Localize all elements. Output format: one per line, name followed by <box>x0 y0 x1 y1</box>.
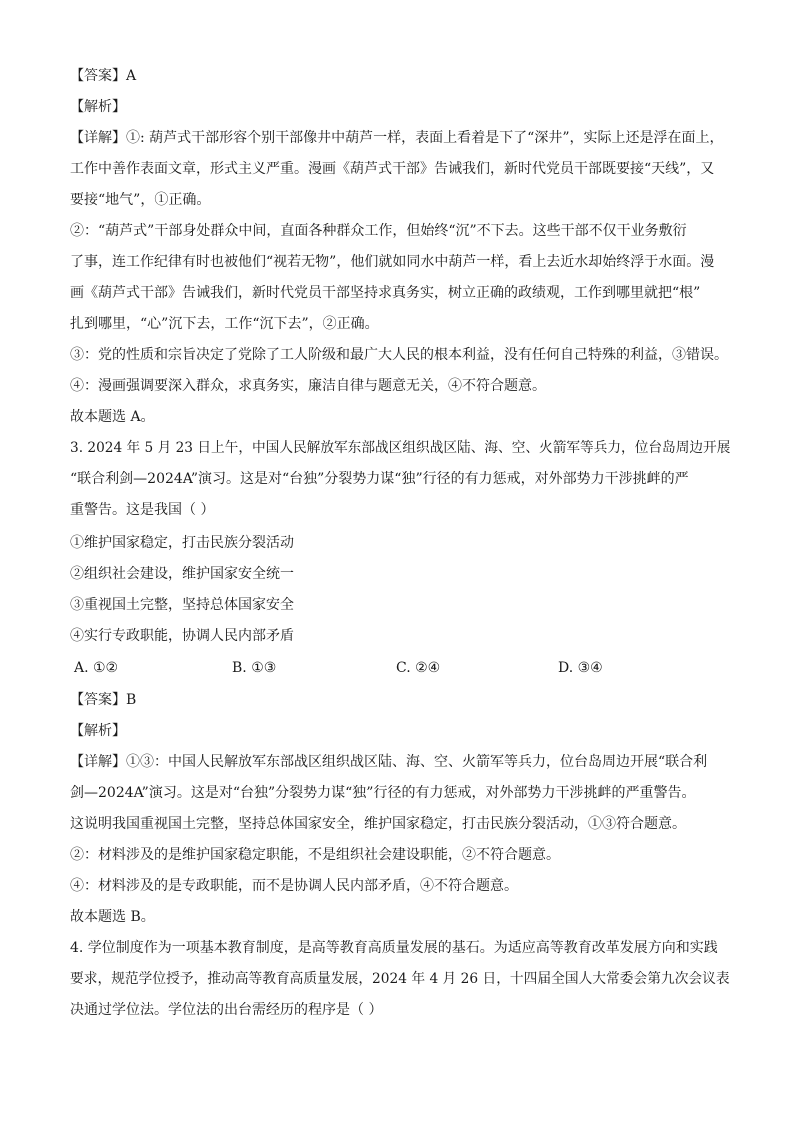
q3-detail-line: 这说明我国重视国土完整，坚持总体国家安全，维护国家稳定，打击民族分裂活动，①③符合题意。 <box>70 816 686 832</box>
q3-conclusion: 故本题选 B。 <box>70 909 155 925</box>
q3-detail-line: 剑—2024A”演习。这是对“台独”分裂势力谋“独”行径的有力惩戒，对外部势力干涉挑衅的严重警告。 <box>70 785 696 801</box>
q3-stem-line: 重警告。这是我国（ ） <box>70 502 215 518</box>
q4-stem-line: 要求，规范学位授予，推动高等教育高质量发展，2024 年 4 月 26 日，十四届全国人大常委会第九次会议表 <box>70 971 730 987</box>
q2-conclusion: 故本题选 A。 <box>70 409 155 425</box>
option-c: C. ②④ <box>396 660 441 676</box>
q2-detail-line: 扎到哪里，“心”沉下去，工作“沉下去”，②正确。 <box>70 316 379 332</box>
option-d: D. ③④ <box>558 660 603 676</box>
q2-detail-line: 工作中善作表面文章，形式主义严重。漫画《葫芦式干部》告诫我们，新时代党员干部既要接“天线”，又 <box>70 161 715 177</box>
q2-detail-line: ②：“葫芦式”干部身处群众中间，直面各种群众工作，但始终“沉”不下去。这些干部不仅干业务敷衍 <box>70 223 687 239</box>
q2-detail-line: 画《葫芦式干部》告诫我们，新时代党员干部坚持求真务实，树立正确的政绩观，工作到哪里就把“根” <box>70 285 701 301</box>
option-a: A. ①② <box>74 660 119 676</box>
q3-analysis-heading: 【解析】 <box>70 723 126 739</box>
q2-detail-line: 要接“地气”，①正确。 <box>70 192 211 208</box>
q3-detail-line: ④：材料涉及的是专政职能，而不是协调人民内部矛盾，④不符合题意。 <box>70 878 518 894</box>
option-b: B. ①③ <box>232 660 277 676</box>
q3-stem-line: 3. 2024 年 5 月 23 日上午，中国人民解放军东部战区组织战区陆、海、空、火箭军等兵力，位台岛周边开展 <box>70 440 731 456</box>
q2-analysis-heading: 【解析】 <box>70 99 126 115</box>
q3-statement: ④实行专政职能，协调人民内部矛盾 <box>70 628 294 644</box>
q3-detail-line: 【详解】①③：中国人民解放军东部战区组织战区陆、海、空、火箭军等兵力，位台岛周边开展“联合利 <box>70 754 708 770</box>
q2-detail-line: 【详解】①: 葫芦式干部形容个别干部像井中葫芦一样，表面上看着是下了“深井”，实际上还是浮在面上， <box>70 130 724 146</box>
q4-stem-line: 4. 学位制度作为一项基本教育制度，是高等教育高质量发展的基石。为适应高等教育改革发展方向和实践 <box>70 940 718 956</box>
q3-stem-line: “联合利剑—2024A”演习。这是对“台独”分裂势力谋“独”行径的有力惩戒，对外部势力干涉挑衅的严 <box>70 471 689 487</box>
q3-statement: ③重视国土完整，坚持总体国家安全 <box>70 597 294 613</box>
q3-options <box>74 658 734 678</box>
q2-detail-line: 了事，连工作纪律有时也被他们“视若无物”，他们就如同水中葫芦一样，看上去近水却始终浮于水面。漫 <box>70 254 715 270</box>
q3-answer: 【答案】B <box>70 692 137 708</box>
q4-stem-line: 决通过学位法。学位法的出台需经历的程序是（ ） <box>70 1002 383 1018</box>
q2-answer: 【答案】A <box>70 68 137 84</box>
q2-detail-line: ④：漫画强调要深入群众，求真务实，廉洁自律与题意无关，④不符合题意。 <box>70 378 546 394</box>
q2-detail-line: ③：党的性质和宗旨决定了党除了工人阶级和最广大人民的根本利益，没有任何自己特殊的利益，③错误。 <box>70 347 728 363</box>
q3-detail-line: ②：材料涉及的是维护国家稳定职能，不是组织社会建设职能，②不符合题意。 <box>70 847 560 863</box>
q3-statement: ②组织社会建设，维护国家安全统一 <box>70 566 294 582</box>
q3-statement: ①维护国家稳定，打击民族分裂活动 <box>70 535 294 551</box>
